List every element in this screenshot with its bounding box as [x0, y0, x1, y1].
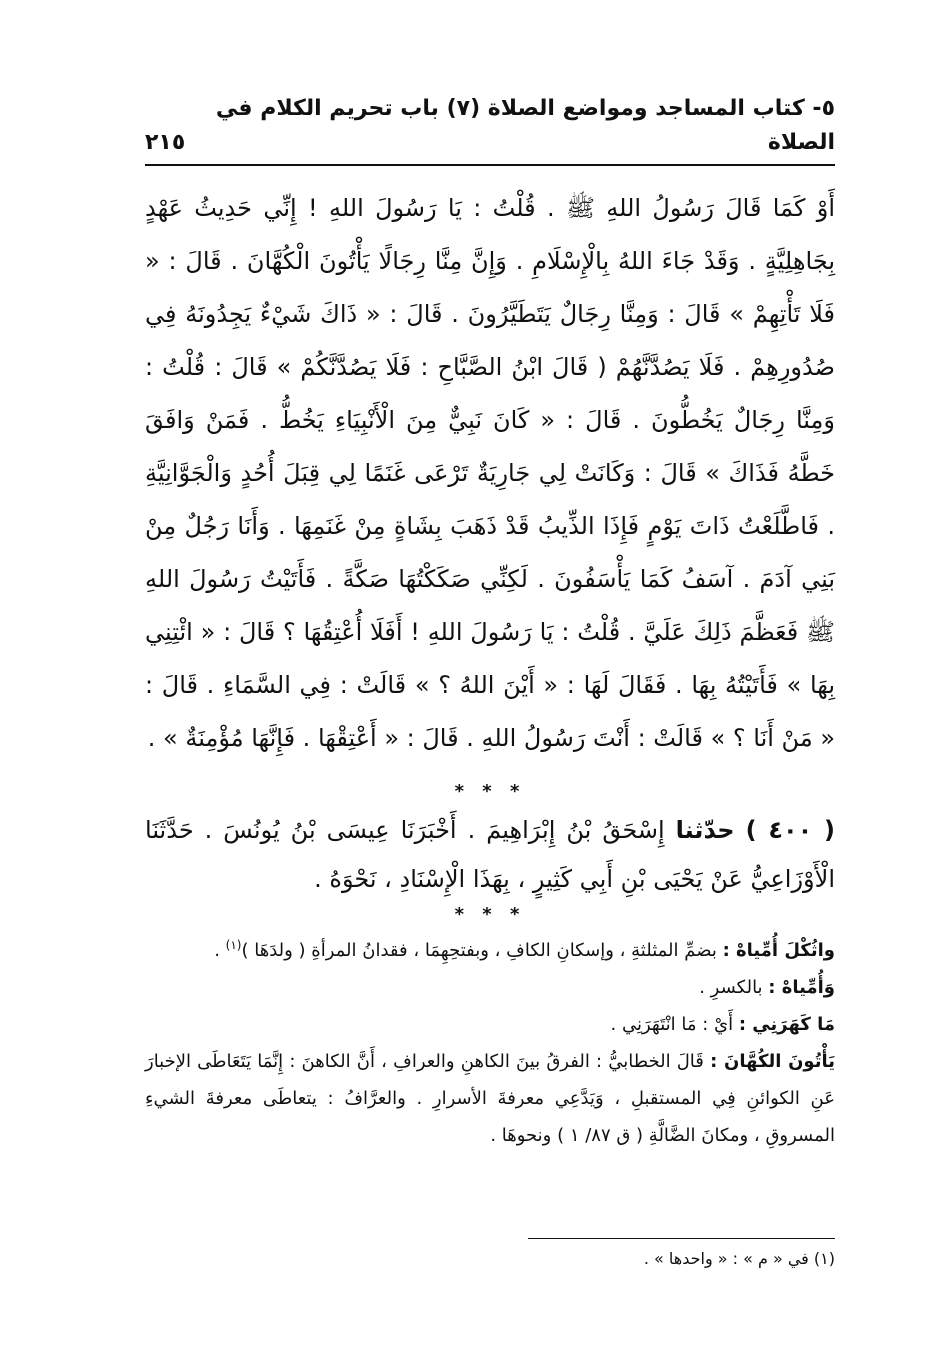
- commentary-term: وَأُمِّياهْ :: [768, 977, 835, 998]
- footnote-ref: (١): [225, 938, 242, 952]
- hadith-number: ( ٤٠٠ ): [745, 816, 835, 844]
- hadith-400-text: إِسْحَقُ بْنُ إِبْرَاهِيمَ . أَخْبَرَنَا عِيسَى بْنُ يُونُسَ . حَدَّثَنَا الْأَوْزَاعِيُّ عَنْ يَحْيَى بْنِ أَبِي كَثِيرٍ ، بِهَذَا الْإِسْنَادِ ، نَحْوَهُ .: [145, 816, 835, 893]
- commentary-term: مَا كَهَرَنِي :: [738, 1014, 835, 1035]
- header-rule: [145, 164, 835, 166]
- commentary-text: بالكسرِ .: [699, 977, 769, 998]
- page-number: ٢١٥: [145, 130, 186, 155]
- commentary-entry: [145, 969, 835, 1006]
- commentary-entry: [145, 1043, 835, 1154]
- commentary-tail: .: [214, 940, 226, 961]
- commentary-entry: [145, 932, 835, 969]
- hadith-400: [145, 806, 835, 904]
- commentary-entry: [145, 1006, 835, 1043]
- hadith-text: أَوْ كَمَا قَالَ رَسُولُ اللهِ ﷺ . قُلْتُ : يَا رَسُولَ اللهِ ! إِنِّي حَدِيثُ عَهْدٍ بِجَاهِلِيَّةٍ . وَقَدْ جَاءَ اللهُ بِالْإِسْلَامِ . وَإِنَّ مِنَّا رِجَالًا يَأْتُونَ الْكُهَّانَ . قَالَ : « فَلَا تَأْتِهِمْ » قَالَ : وَمِنَّا رِجَالٌ يَتَطَيَّرُونَ . قَالَ : « ذَاكَ شَيْءٌ يَجِدُونَهُ فِي صُدُورِهِمْ . فَلَا يَصُدَّنَّهُمْ ( قَالَ ابْنُ الصَّبَّاحِ : فَلَا يَصُدَّنَّكُمْ » قَالَ : قُلْتُ : وَمِنَّا رِجَالٌ يَخُطُّونَ . قَالَ : « كَانَ نَبِيٌّ مِنَ الْأَنْبِيَاءِ يَخُطُّ . فَمَنْ وَافَقَ خَطَّهُ فَذَاكَ » قَالَ : وَكَانَتْ لِي جَارِيَةٌ تَرْعَى غَنَمًا لِي قِبَلَ أُحُدٍ وَالْجَوَّانِيَّةِ . فَاطَّلَعْتُ ذَاتَ يَوْمٍ فَإِذَا الذِّيبُ قَدْ ذَهَبَ بِشَاةٍ مِنْ غَنَمِهَا . وَأَنَا رَجُلٌ مِنْ بَنِي آدَمَ . آسَفُ كَمَا يَأْسَفُونَ . لَكِنِّي صَكَكْتُهَا صَكَّةً . فَأَتَيْتُ رَسُولَ اللهِ ﷺ فَعَظَّمَ ذَلِكَ عَلَيَّ . قُلْتُ : يَا رَسُولَ اللهِ ! أَفَلَا أُعْتِقُهَا ؟ قَالَ : « ائْتِنِي بِهَا » فَأَتَيْتُهُ بِهَا . فَقَالَ لَهَا : « أَيْنَ اللهُ ؟ » قَالَتْ : فِي السَّمَاءِ . قَالَ : « مَنْ أَنَا ؟ » قَالَتْ : أَنْتَ رَسُولُ اللهِ . قَالَ : « أَعْتِقْهَا . فَإِنَّهَا مُؤْمِنَةٌ » .: [145, 194, 835, 752]
- narration-label: حدّثنا: [675, 816, 735, 844]
- chapter-title: ٥- كتاب المساجد ومواضع الصلاة (٧) باب تحريم الكلام في الصلاة: [215, 96, 835, 155]
- commentary-text: بضمِّ المثلثةِ ، وإسكانِ الكافِ ، وبفتحِهِمَا ، فقدانُ المرأةِ ( ولدَهَا ): [241, 940, 723, 961]
- section-separator: * * *: [454, 781, 526, 802]
- commentary-text: أَيْ : مَا انْتَهَرَنِي .: [610, 1014, 739, 1035]
- commentary-term: يَأْتُونَ الكُهَّانَ :: [710, 1051, 835, 1072]
- section-separator: * * *: [454, 904, 526, 925]
- footnote-rule: [528, 1238, 835, 1239]
- footnote: (١) في « م » : « واحدها » .: [643, 1249, 835, 1268]
- commentary-term: واثُكْلَ أُمِّياهْ :: [722, 940, 835, 961]
- running-header: [145, 96, 835, 160]
- commentary-text: قَالَ الخطابيُّ : الفرقُ بينَ الكاهنِ والعرافِ ، أَنَّ الكاهنَ : إِنَّمَا يَتَعَاطَى الإخبارَ عَنِ الكوائنِ فِي المستقبلِ ، وَيَدَّعِي معرفةَ الأسرارِ . والعرَّافُ : يتعاطَى معرفةَ الشيءِ المسروقِ ، ومكانَ الضَّالَّةِ ( ق ٨٧/ ١ ) ونحوهَا .: [145, 1051, 835, 1146]
- commentary: [145, 932, 835, 1154]
